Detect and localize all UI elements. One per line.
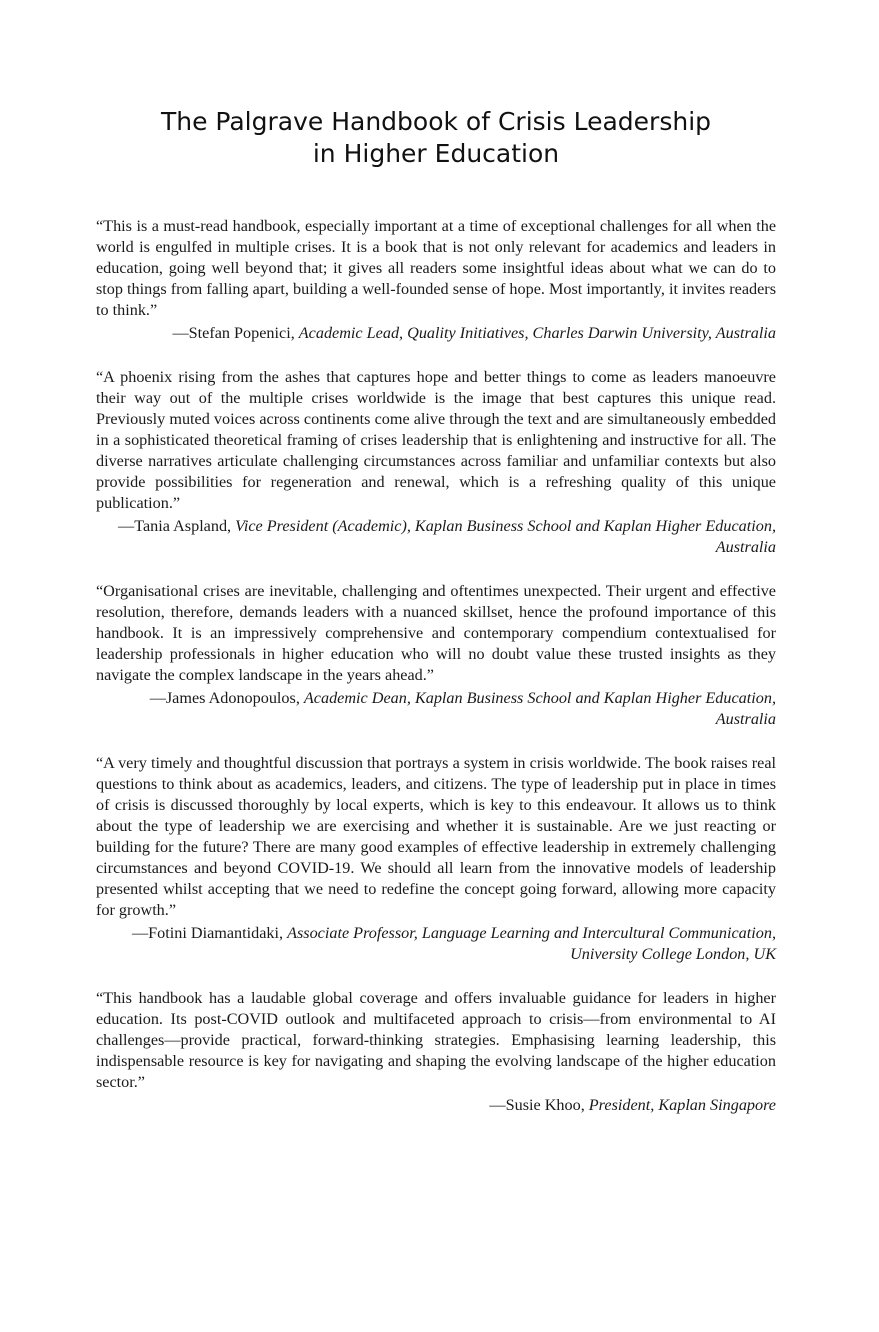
endorsement-quote: “This is a must-read handbook, especially important at a time of exceptional challenges for all when the world is engulfed in multiple crises. It is a book that is not only relevant for academics and leaders in education, going well beyond that; it gives all readers some insightful ideas about what we can do to stop things from falling apart, building a well-founded sense of hope. Most importantly, it invites readers to think.” — [96, 217, 776, 319]
endorsement — [96, 216, 776, 344]
endorsement-attribution — [96, 688, 776, 730]
book-title — [96, 0, 776, 170]
endorsement — [96, 753, 776, 965]
page — [96, 0, 776, 1139]
endorsement-attribution — [96, 1095, 776, 1116]
endorsement-author: —Stefan Popenici, — [172, 324, 299, 342]
endorsement-author: —Susie Khoo, — [489, 1096, 589, 1114]
endorsement-affiliation: President, Kaplan Singapore — [588, 1096, 776, 1114]
endorsement — [96, 367, 776, 558]
endorsement-affiliation: Academic Dean, Kaplan Business School and Kaplan Higher Education, Australia — [303, 689, 776, 728]
endorsement — [96, 988, 776, 1116]
endorsement — [96, 581, 776, 730]
endorsement-attribution — [96, 323, 776, 344]
endorsement-quote: “Organisational crises are inevitable, challenging and oftentimes unexpected. Their urgent and effective resolution, therefore, demands leaders with a nuanced skillset, hence the profound importance of this handbook. It is an impressively comprehensive and contemporary compendium contextualised for leadership professionals in higher education who will no doubt value these trusted insights as they navigate the complex landscape in the years ahead.” — [96, 582, 776, 684]
endorsement-attribution — [96, 516, 776, 558]
endorsement-attribution — [96, 923, 776, 965]
endorsement-author: —James Adonopoulos, — [149, 689, 304, 707]
endorsement-quote: “A phoenix rising from the ashes that captures hope and better things to come as leaders manoeuvre their way out of the multiple crises worldwide is the image that best captures this unique read. Previously muted voices across continents come alive through the text and are simultaneously embedded in a sophisticated theoretical framing of crises leadership that is enlightening and instructive for all. The diverse narratives articulate challenging circumstances across familiar and unfamiliar contexts but also provide possibilities for regeneration and renewal, which is a refreshing quality of this unique publication.” — [96, 368, 776, 512]
endorsement-affiliation: Academic Lead, Quality Initiatives, Charles Darwin University, Australia — [298, 324, 776, 342]
endorsement-quote: “A very timely and thoughtful discussion that portrays a system in crisis worldwide. The book raises real questions to think about as academics, leaders, and citizens. The type of leadership put in place in times of crisis is discussed thoroughly by local experts, which is key to this endeavour. It allows us to think about the type of leadership we are exercising and whether it is sustainable. Are we just reacting or building for the future? There are many good examples of effective leadership in extremely challenging circumstances and beyond COVID-19. We should all learn from the innovative models of leadership presented whilst accepting that we need to redefine the concept going forward, allowing more capacity for growth.” — [96, 754, 776, 919]
endorsement-affiliation: Vice President (Academic), Kaplan Business School and Kaplan Higher Education, Australia — [235, 517, 776, 556]
endorsement-quote: “This handbook has a laudable global coverage and offers invaluable guidance for leaders in higher education. Its post-COVID outlook and multifaceted approach to crisis—from environmental to AI challenges—provide practical, forward-thinking strategies. Emphasising learning leadership, this indispensable resource is key for navigating and shaping the evolving landscape of the higher education sector.” — [96, 989, 776, 1091]
endorsement-author: —Tania Aspland, — [118, 517, 236, 535]
endorsements — [96, 216, 776, 1116]
endorsement-author: —Fotini Diamantidaki, — [131, 924, 288, 942]
endorsement-affiliation: Associate Professor, Language Learning and Intercultural Communication, University College London, UK — [287, 924, 776, 963]
book-title-line-1: The Palgrave Handbook of Crisis Leadership — [160, 107, 712, 136]
book-title-line-2: in Higher Education — [312, 139, 560, 168]
